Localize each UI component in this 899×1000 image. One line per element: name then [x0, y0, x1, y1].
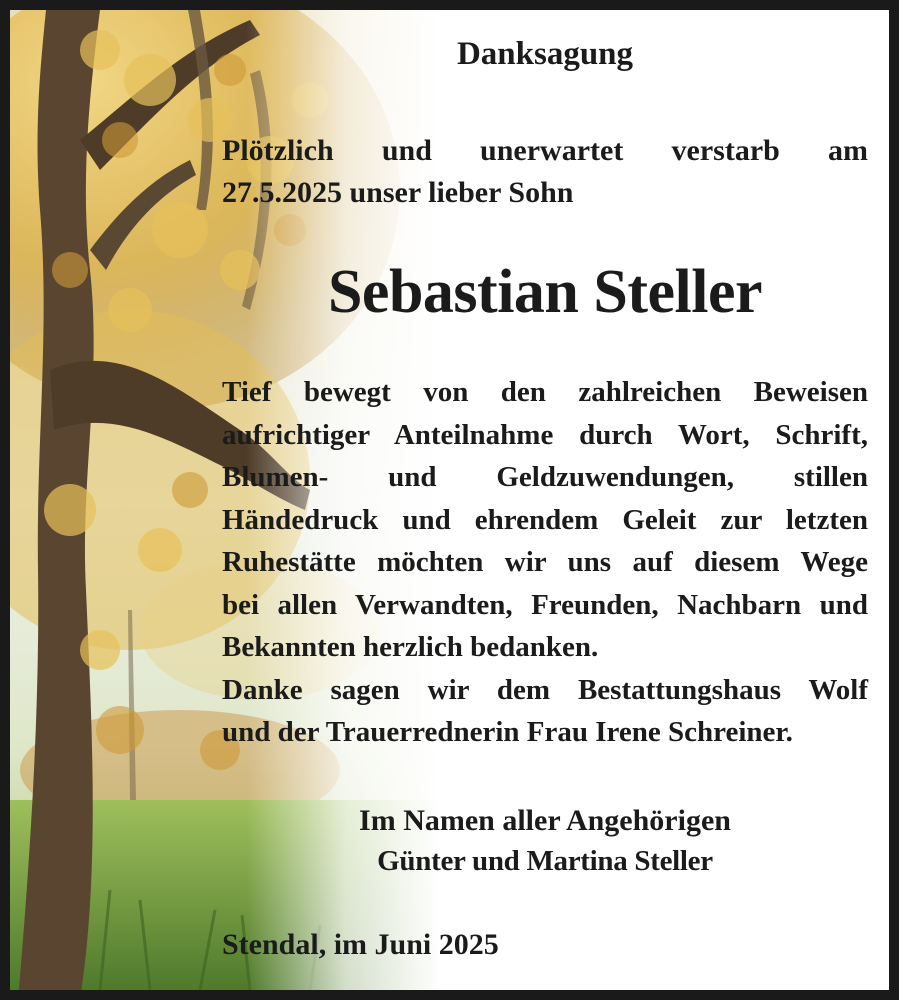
- signoff-names: Günter und Martina Steller: [377, 845, 713, 877]
- signoff: [222, 800, 868, 882]
- body-line: Danke sagen wir dem Bestattungshaus Wolf: [222, 673, 868, 706]
- body-line: bei allen Verwandten, Freunden, Nachbarn und: [222, 588, 868, 621]
- intro-line: Plötzlich und unerwartet verstarb am: [222, 134, 868, 167]
- body-line: aufrichtiger Anteilnahme durch Wort, Schrift,: [222, 418, 868, 451]
- notice-heading: Danksagung: [456, 36, 634, 72]
- thanks-paragraph: [222, 371, 868, 754]
- body-line: Tief bewegt von den zahlreichen Beweisen: [222, 376, 868, 408]
- intro-line: 27.5.2025 unser lieber Sohn: [222, 176, 574, 209]
- body-line: Händedruck und ehrendem Geleit zur letzten: [222, 503, 868, 536]
- intro-text: [222, 130, 868, 214]
- body-line: Ruhestätte möchten wir uns auf diesem Wege: [222, 546, 868, 578]
- body-line: Blumen- und Geldzuwendungen, stillen: [222, 461, 868, 493]
- body-line: und der Trauerrednerin Frau Irene Schreiner.: [222, 716, 793, 748]
- place-date: Stendal, im Juni 2025: [222, 928, 499, 961]
- deceased-name: Sebastian Steller: [327, 258, 763, 326]
- body-line: Bekannten herzlich bedanken.: [222, 631, 599, 663]
- signoff-line: Im Namen aller Angehörigen: [359, 804, 731, 837]
